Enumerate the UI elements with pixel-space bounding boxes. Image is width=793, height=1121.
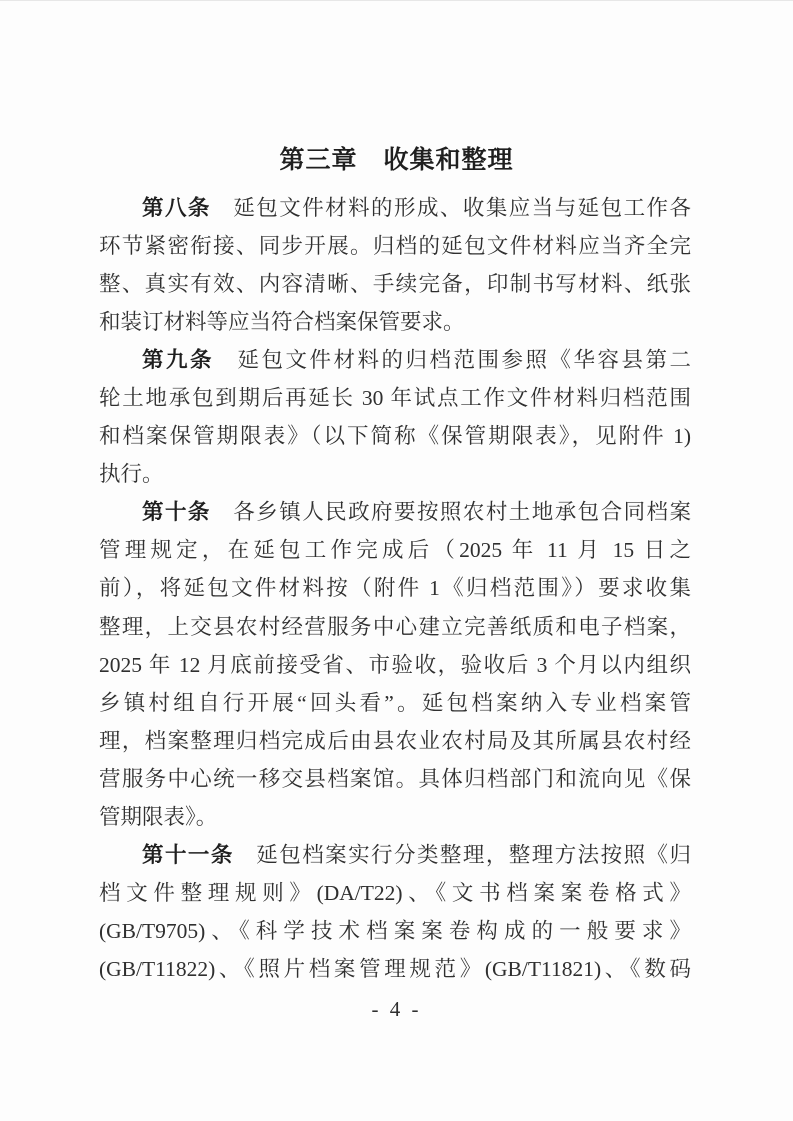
- article-number: 第十条: [142, 500, 211, 525]
- text-line: 营服务中心统一移交县档案馆。具体归档部门和流向见《保: [99, 766, 691, 791]
- text-line: (GB/T9705)、《科学技术档案案卷构成的一般要求》: [99, 918, 691, 943]
- text-line: [99, 189, 691, 227]
- line-text: 延包文件材料的归档范围参照《华容县第二: [235, 348, 691, 373]
- text-line: 轮土地承包到期后再延长 30 年试点工作文件材料归档范围: [99, 386, 691, 411]
- text-line: [99, 836, 691, 874]
- line-text: 延包文件材料的形成、收集应当与延包工作各: [231, 196, 691, 220]
- article-number: 第八条: [142, 196, 211, 220]
- article-number: 第十一条: [142, 842, 234, 867]
- document-body: [99, 189, 691, 988]
- text-line: 2025 年 12 月底前接受省、市验收，验收后 3 个月以内组织: [99, 652, 691, 677]
- text-line: 执行。: [99, 462, 164, 487]
- text-line: 整理，上交县农村经营服务中心建立完善纸质和电子档案，: [99, 614, 691, 639]
- text-line: 和档案保管期限表》（以下简称《保管期限表》，见附件 1): [99, 424, 691, 449]
- text-line: [99, 341, 691, 379]
- page-number: - 4 -: [371, 997, 422, 1021]
- chapter-heading: 第三章 收集和整理: [279, 146, 514, 174]
- text-line: 理，档案整理归档完成后由县农业农村局及其所属县农村经: [99, 728, 691, 753]
- text-line: 整、真实有效、内容清晰、手续完备，印制书写材料、纸张: [99, 272, 691, 297]
- text-line: [99, 493, 691, 531]
- line-text: 延包档案实行分类整理，整理方法按照《归: [254, 842, 691, 867]
- text-line: 管理规定，在延包工作完成后（2025 年 11 月 15 日之: [99, 538, 691, 563]
- article-number: 第九条: [142, 348, 214, 373]
- text-line: 档文件整理规则》(DA/T22)、《文书档案案卷格式》: [99, 880, 691, 905]
- text-line: 前），将延包文件材料按（附件 1《归档范围》）要求收集: [99, 576, 691, 601]
- text-line: (GB/T11822)、《照片档案管理规范》(GB/T11821)、《数码: [99, 956, 691, 981]
- line-text: 各乡镇人民政府要按照农村土地承包合同档案: [231, 500, 691, 525]
- text-line: 乡镇村组自行开展“回头看”。延包档案纳入专业档案管: [99, 690, 691, 715]
- text-line: 和装订材料等应当符合档案保管要求。: [99, 310, 465, 335]
- text-line: 环节紧密衔接、同步开展。归档的延包文件材料应当齐全完: [99, 234, 691, 259]
- text-line: 管期限表》。: [99, 804, 218, 829]
